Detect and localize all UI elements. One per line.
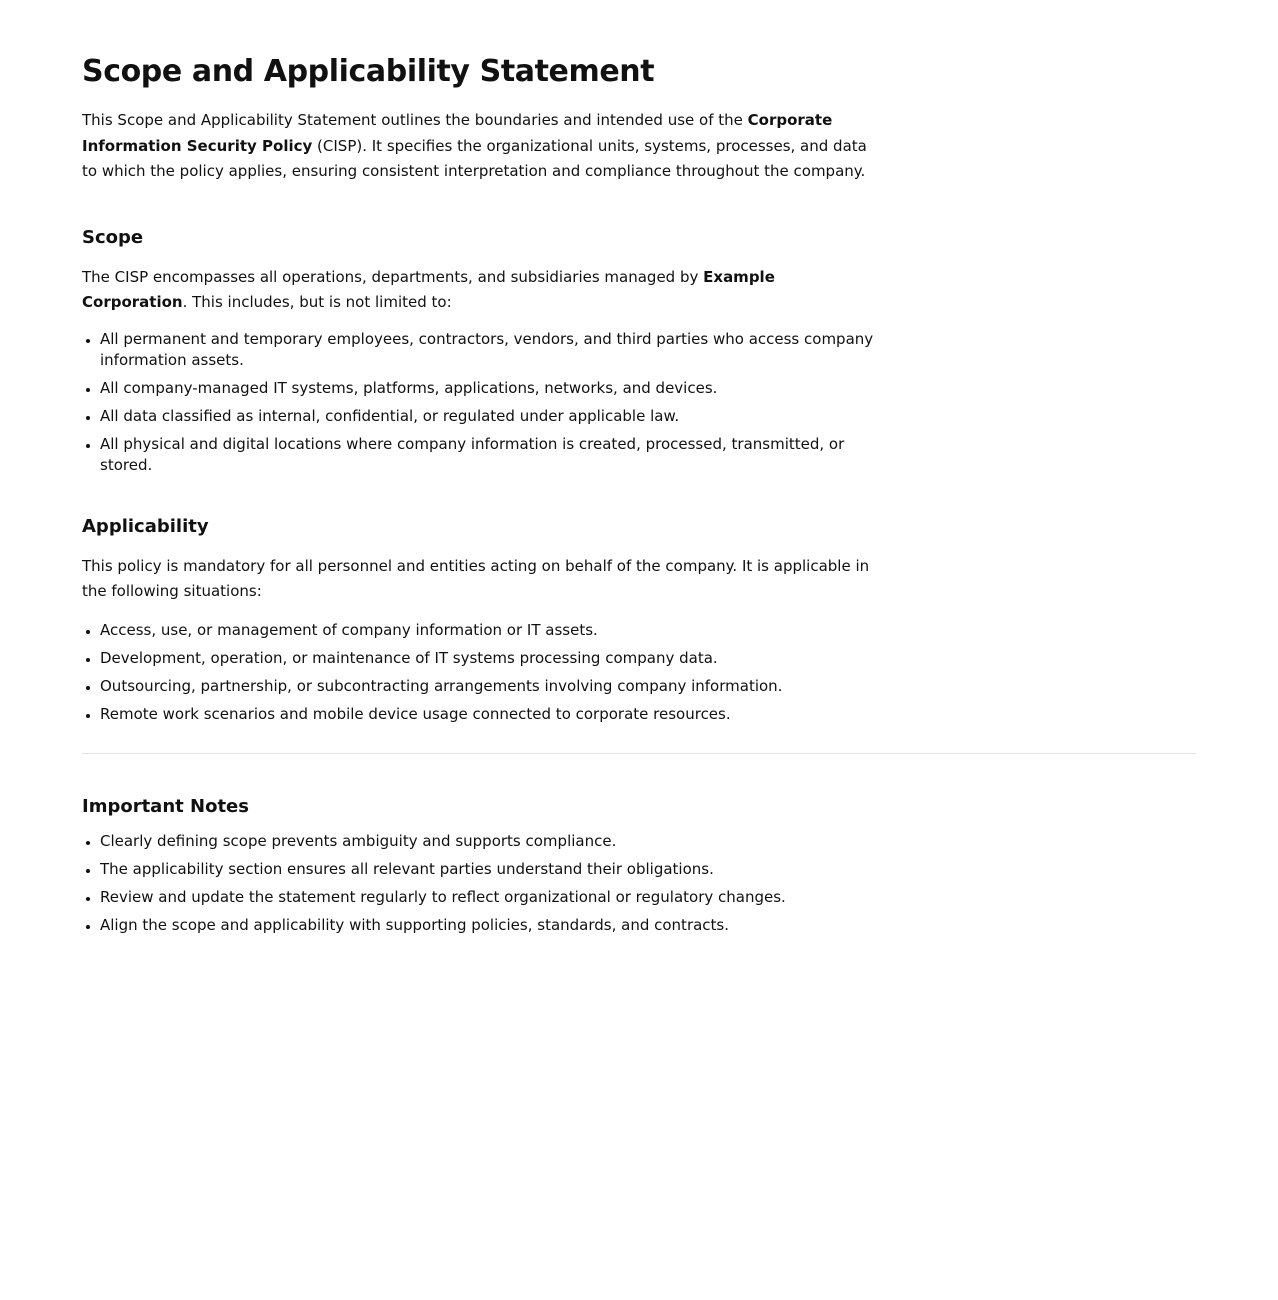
scope-list xyxy=(82,329,882,476)
list-item: • All company-managed IT systems, platforms, applications, networks, and devices. xyxy=(100,378,882,399)
list-item: • Review and update the statement regularly to reflect organizational or regulatory changes. xyxy=(100,887,882,908)
intro-paragraph xyxy=(82,108,882,185)
scope-text-end: . This includes, but is not limited to: xyxy=(182,293,452,311)
intro-policy-name: Corporate Information Security Policy xyxy=(82,111,833,155)
list-item: • Development, operation, or maintenance of IT systems processing company data. xyxy=(100,648,882,669)
list-item: • Clearly defining scope prevents ambiguity and supports compliance. xyxy=(100,831,882,852)
list-item: • All physical and digital locations where company information is created, processed, transmitted, or stored. xyxy=(100,434,882,476)
scope-text-start: The CISP encompasses all operations, departments, and subsidiaries managed by xyxy=(82,267,704,286)
document-content xyxy=(82,108,882,725)
applicability-paragraph: This policy is mandatory for all personnel and entities acting on behalf of the company. It is applicable in the following situations: xyxy=(82,556,870,600)
list-item: • Outsourcing, partnership, or subcontracting arrangements involving company information. xyxy=(100,676,882,697)
intro-text-end: (CISP). It specifies the organizational units, systems, processes, and data to which the policy applies, ensuring consistent interpretation and compliance throughout the company. xyxy=(82,136,867,180)
notes-section xyxy=(82,794,882,936)
list-item: • All permanent and temporary employees, contractors, vendors, and third parties who access company information assets. xyxy=(100,329,882,371)
list-item: • The applicability section ensures all relevant parties understand their obligations. xyxy=(100,859,882,880)
applicability-heading: Applicability xyxy=(82,515,209,537)
list-item: • Remote work scenarios and mobile device usage connected to corporate resources. xyxy=(100,704,882,725)
page-title: Scope and Applicability Statement xyxy=(82,54,655,89)
intro-text-start: This Scope and Applicability Statement outlines the boundaries and intended use of the xyxy=(82,111,748,129)
list-item: • Access, use, or management of company information or IT assets. xyxy=(100,620,882,641)
scope-paragraph xyxy=(82,265,882,316)
notes-list xyxy=(82,831,882,936)
notes-heading: Important Notes xyxy=(82,795,249,817)
list-item: • All data classified as internal, confidential, or regulated under applicable law. xyxy=(100,406,882,427)
scope-heading: Scope xyxy=(82,226,144,248)
section-divider xyxy=(82,753,1196,754)
applicability-list xyxy=(82,620,882,725)
scope-company-name: Example Corporation xyxy=(82,267,775,311)
list-item: • Align the scope and applicability with supporting policies, standards, and contracts. xyxy=(100,915,882,936)
